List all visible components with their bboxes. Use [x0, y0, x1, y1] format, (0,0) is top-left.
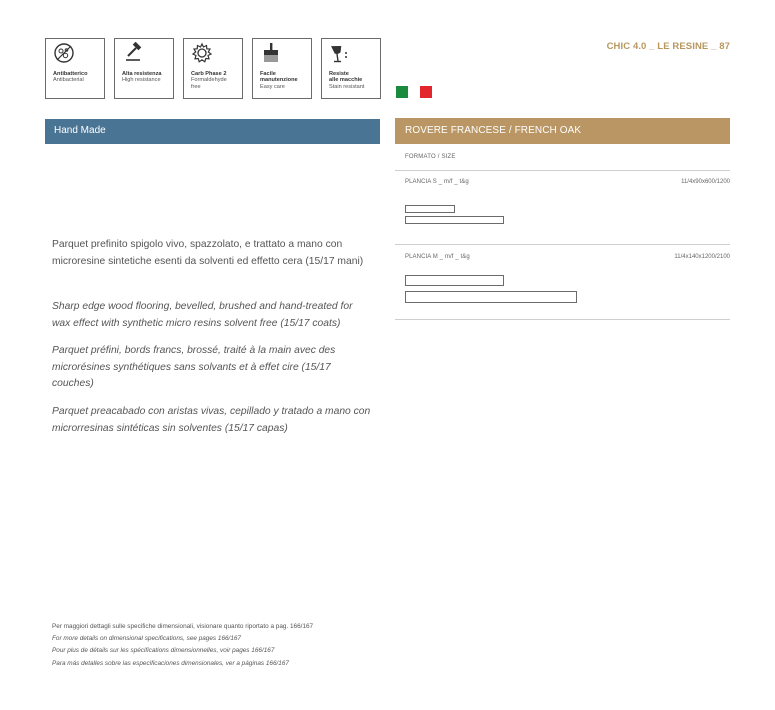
footnote-es: Para más detalles sobre las especificaciones dimensionales, ver a páginas 166/167: [52, 659, 289, 667]
feature-high-resistance: [114, 38, 174, 99]
feature-title: alle macchie: [329, 77, 363, 84]
plank-m-long-shape: [405, 291, 577, 303]
feature-subtitle: free: [191, 83, 201, 90]
hammer-icon: [122, 42, 144, 64]
plank-s-short-shape: [405, 205, 455, 213]
plank-s-label: PLANCIA S _ m/f _ t&g: [405, 179, 469, 185]
feature-subtitle: Antibacterial: [53, 77, 84, 84]
plank-s-long-shape: [405, 216, 504, 224]
feature-title: Antibatterico: [53, 71, 88, 77]
feature-title: manutenzione: [260, 77, 298, 84]
feature-title: Carb Phase 2: [191, 71, 227, 77]
feature-title: Facile: [260, 71, 276, 77]
flag-green: [396, 86, 408, 98]
footnote-en: For more details on dimensional specifications, see pages 166/167: [52, 635, 241, 643]
antibacterial-icon: [53, 42, 75, 64]
size-heading: FORMATO / SIZE: [405, 154, 456, 160]
brush-icon: [260, 42, 282, 64]
gear-icon: [191, 42, 213, 64]
feature-stain-resistant: [321, 38, 381, 99]
flag-red: [420, 86, 432, 98]
wood-type-bar: ROVERE FRANCESE / FRENCH OAK: [395, 118, 730, 144]
page-title: CHIC 4.0 _ LE RESINE _ 87: [606, 41, 730, 52]
description-fr: Parquet préfini, bords francs, brossé, traité à la main avec des microrésines synthétiques sans solvants et à effet cire (15/17 couches): [52, 345, 336, 389]
footnote-fr: Pour plus de détails sur les spécifications dimensionnelles, voir pages 166/167: [52, 647, 275, 655]
feature-subtitle: High resistance: [122, 77, 161, 84]
hand-made-bar: Hand Made: [45, 119, 380, 144]
divider: [395, 319, 730, 320]
wine-glass-icon: [329, 42, 351, 64]
description-es: Parquet preacabado con aristas vivas, cepillado y tratado a mano con microrresinas sintéticas sin solventes (15/17 capas): [52, 406, 371, 434]
plank-m-label: PLANCIA M _ m/f _ t&g: [405, 254, 470, 260]
feature-icons: [45, 38, 381, 99]
feature-subtitle: Formaldehyde: [191, 77, 227, 84]
footnote: [52, 621, 313, 670]
feature-easy-care: [252, 38, 312, 99]
description-it: Parquet prefinito spigolo vivo, spazzolato, e trattato a mano con microresine sintetiche esenti da solventi ed effetto cera (15/17 mani): [52, 239, 364, 267]
divider: [395, 170, 730, 171]
footnote-it: Per maggiori dettagli sulle specifiche dimensionali, visionare quanto riportato a pag. 166/167: [52, 623, 314, 630]
description-en: Sharp edge wood flooring, bevelled, brushed and hand-treated for wax effect with synthetic micro resins solvent free (15/17 coats): [52, 301, 353, 329]
plank-m-dims: 11/4x140x1200/2100: [674, 254, 730, 260]
feature-title: Resiste: [329, 71, 349, 77]
feature-title: Alta resistenza: [122, 71, 162, 77]
plank-m-short-shape: [405, 275, 504, 286]
feature-antibacterial: [45, 38, 105, 99]
plank-s-dims: 11/4x90x600/1200: [681, 179, 730, 185]
feature-carb-phase: [183, 38, 243, 99]
divider: [395, 244, 730, 245]
feature-subtitle: Stain resistant: [329, 83, 365, 90]
feature-subtitle: Easy care: [260, 83, 285, 90]
